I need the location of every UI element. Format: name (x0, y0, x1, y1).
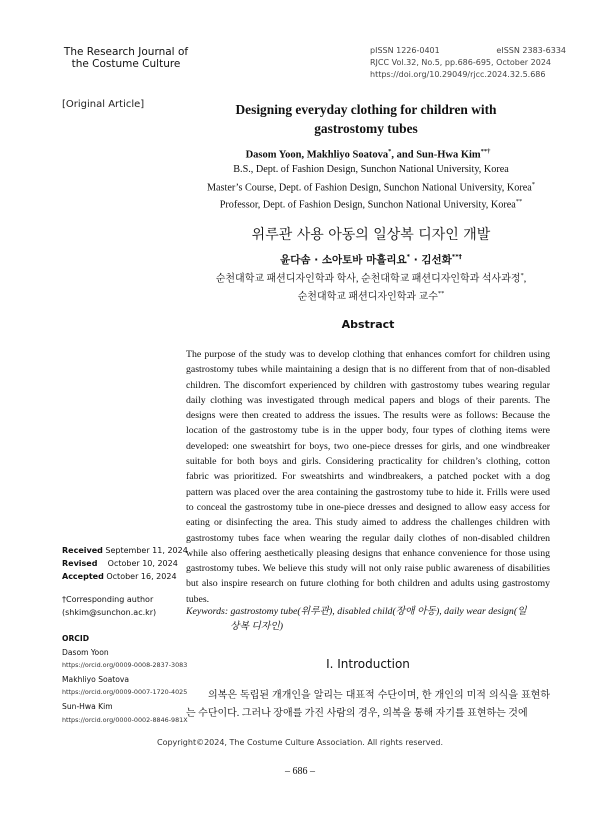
affiliation-line: B.S., Dept. of Fashion Design, Sunchon National University, Korea (233, 164, 509, 175)
korean-affiliation-line: 순천대학교 패션디자인학과 학사, 순천대학교 패션디자인학과 석사과정 (215, 273, 521, 285)
orcid-block (62, 632, 188, 727)
corresponding-author (62, 593, 156, 619)
affiliation-punct: , (523, 273, 527, 285)
revised-date: October 10, 2024 (107, 559, 178, 568)
author-name: Dasom Yoon, (245, 149, 307, 161)
paper-title (196, 100, 536, 138)
article-dates (62, 544, 188, 583)
intro-body: 의복은 독립된 개개인을 알리는 대표적 수단이며, 한 개인의 미적 의식을 표현하는 수단이다. 그러나 장애를 가진 사람의 경우, 의복을 통해 자기를 표현하는 것에 (186, 690, 550, 719)
author-mark: * (406, 252, 411, 261)
page-number: – 686 – (285, 766, 315, 777)
abstract-body: The purpose of the study was to develop clothing that enhances comfort for children using gastrostomy tubes while maintaining a design that is no different from that of non-disabled children. The discomfort experienced by children with gastrostomy tubes wearing regular daily clothing was investigated through medical papers and blogs of their parents. The designs were then created to address the issues. The results were as follows: Because the location of the gastrostomy tube is in the upper body, four types of clothing items were developed: one sweatshirt for boys, two one-piece dresses for girls, and one windbreaker suitable for both boys and girls. Considering practicality for children’s clothing, cotton fabric was prioritized. For sweatshirts and windbreakers, a patched pocket with a dog pattern was placed over the area containing the gastrostomy tube to hide it. Frills were used to conceal the gastrostomy tube in one-piece dresses and designed to allow easy access for eating or disinfecting the area. This study aimed to address the challenges children with gastrostomy tubes face when wearing the regular daily clothes of non-disabled children while also offering aesthetically pleasing designs that enhance convenience for those using gastrostomy tubes. We believe this study will not only raise public awareness of disabilities but also inspire research on future clothing for both children and adults using gastrostomy tubes. (186, 349, 550, 605)
issn-block (370, 45, 566, 81)
affiliations (180, 163, 562, 213)
korean-affiliation-line: 순천대학교 패션디자인학과 교수 (297, 291, 438, 303)
korean-author-names: · 김선화 (410, 254, 452, 266)
orcid-name: Makhliyo Soatova (62, 674, 130, 684)
doi-link[interactable]: https://doi.org/10.29049/rjcc.2024.32.5.686 (370, 70, 546, 79)
article-type: [Original Article] (62, 99, 145, 110)
abstract-heading: Abstract (341, 318, 395, 331)
journal-name-line2: the Costume Culture (71, 58, 181, 70)
intro-heading: I. Introduction (326, 657, 410, 671)
accepted-label: Accepted (62, 572, 104, 581)
orcid-link[interactable]: https://orcid.org/0009-0008-2837-3083 (62, 661, 188, 670)
copyright-notice: Copyright©2024, The Costume Culture Association. All rights reserved. (156, 738, 444, 747)
affiliation-mark: * (531, 180, 536, 188)
journal-name (56, 46, 196, 70)
received-label: Received (62, 546, 103, 555)
corresponding-label: †Corresponding author (62, 595, 154, 604)
keywords (186, 604, 550, 635)
author-mark: * (388, 148, 392, 155)
paper-title-line1: Designing everyday clothing for children with (235, 102, 497, 117)
corresponding-email[interactable]: (shkim@sunchon.ac.kr) (62, 608, 157, 617)
paper-title-line2: gastrostomy tubes (314, 121, 418, 136)
orcid-label: ORCID (62, 634, 90, 643)
author-name: Sun-Hwa Kim (416, 149, 481, 161)
korean-title: 위루관 사용 아동의 일상복 디자인 개발 (251, 227, 491, 243)
author-separator: , and (391, 149, 417, 161)
affiliation-mark: * (520, 272, 524, 279)
korean-affiliations (180, 268, 562, 305)
eissn: eISSN 2383-6334 (496, 46, 566, 55)
orcid-link[interactable]: https://orcid.org/0000-0002-8846-981X (62, 715, 188, 724)
author-list (186, 148, 550, 161)
keywords-line2: 상복 디자인) (230, 621, 284, 633)
received-date: September 11, 2024 (105, 546, 188, 555)
pissn: pISSN 1226-0401 (370, 46, 440, 55)
author-mark: **† (451, 252, 462, 261)
affiliation-line: Professor, Dept. of Fashion Design, Sunchon National University, Korea (219, 199, 516, 211)
orcid-link[interactable]: https://orcid.org/0009-0007-1720-4025 (62, 688, 188, 697)
author-mark: **† (480, 148, 491, 155)
volume-info: RJCC Vol.32, No.5, pp.686-695, October 2024 (370, 58, 551, 67)
korean-author-list (180, 252, 562, 267)
journal-name-line1: The Research Journal of (63, 46, 189, 58)
korean-author-names: 윤다솜 · 소아토바 마흘리요 (280, 254, 407, 266)
revised-label: Revised (62, 559, 98, 568)
accepted-date: October 16, 2024 (106, 572, 177, 581)
orcid-name: Sun-Hwa Kim (62, 701, 113, 711)
author-name: Makhliyo Soatova (306, 149, 389, 161)
keywords-line1: Keywords: gastrostomy tube(위루관), disabled child(장애 아동), daily wear design(일 (186, 606, 527, 617)
affiliation-mark: ** (515, 198, 523, 206)
affiliation-line: Master’s Course, Dept. of Fashion Design, Sunchon National University, Korea (206, 181, 532, 193)
affiliation-mark: ** (437, 290, 445, 298)
orcid-name: Dasom Yoon (62, 647, 109, 657)
